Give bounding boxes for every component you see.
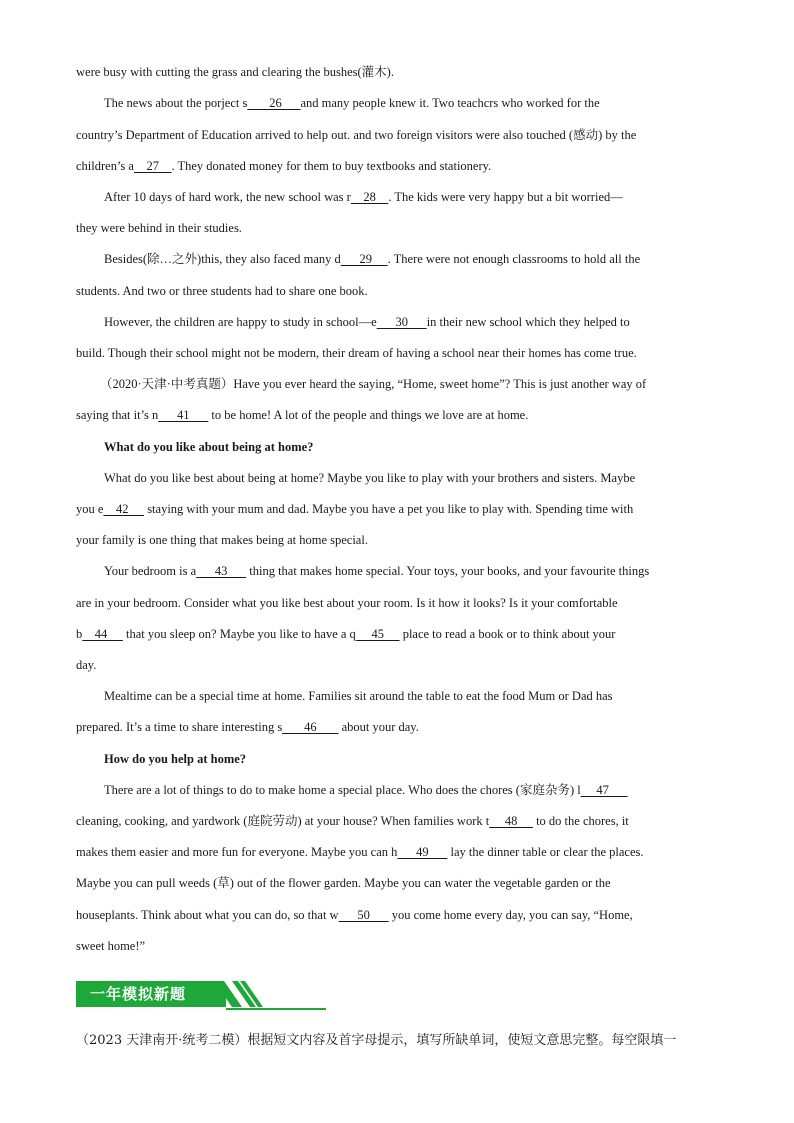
text-line: sweet home!” (76, 939, 146, 953)
text-line: your family is one thing that makes being at home special. (76, 533, 368, 547)
answer-blank-30: 30 (376, 315, 427, 329)
text-line: b 44 that you sleep on? Maybe you like to have a q 45 place to read a book or to think about your (76, 627, 616, 641)
section-banner (76, 977, 326, 1011)
answer-blank-41: 41 (158, 408, 209, 422)
text-line: What do you like best about being at home? Maybe you like to play with your brothers and sisters. Maybe (104, 471, 636, 485)
section-heading: What do you like about being at home? (104, 440, 314, 454)
text-line: There are a lot of things to do to make home a special place. Who does the chores (家庭杂务) l 47 (104, 783, 628, 797)
text-line: The news about the porject s 26 and many people knew it. Two teachcrs who worked for the (104, 96, 600, 110)
text-line: prepared. It’s a time to share interesting s 46 about your day. (76, 720, 419, 734)
text-line: houseplants. Think about what you can do, so that w 50 you come home every day, you can say, “Home, (76, 908, 633, 922)
answer-blank-45: 45 (355, 627, 400, 641)
answer-blank-27: 27 (133, 159, 172, 173)
answer-blank-26: 26 (247, 96, 301, 110)
answer-blank-28: 28 (350, 190, 389, 204)
answer-blank-44: 44 (82, 627, 123, 641)
text-line: Maybe you can pull weeds (草) out of the flower garden. Maybe you can water the vegetable garden or the (76, 876, 611, 890)
text-line: After 10 days of hard work, the new school was r 28 . The kids were very happy but a bit worried— (104, 190, 623, 204)
text-line: build. Though their school might not be modern, their dream of having a school near their homes has come true. (76, 346, 637, 360)
text-line: day. (76, 658, 97, 672)
text-line: makes them easier and more fun for everyone. Maybe you can h 49 lay the dinner table or clear the places. (76, 845, 644, 859)
text-line: children’s a 27 . They donated money for them to buy textbooks and stationery. (76, 159, 492, 173)
banner-underline (226, 1008, 326, 1010)
text-line: country’s Department of Education arrived to help out. and two foreign visitors were also touched (感动) by the (76, 128, 637, 142)
text-line: （2020·天津·中考真题）Have you ever heard the saying, “Home, sweet home”? This is just another way of (100, 377, 647, 391)
answer-blank-46: 46 (282, 720, 339, 734)
section-heading: How do you help at home? (104, 752, 247, 766)
text-line: were busy with cutting the grass and clearing the bushes(灌木). (76, 65, 394, 79)
banner-title: 一年模拟新题 (90, 985, 187, 1003)
text-line: Besides(除…之外)this, they also faced many d 29 . There were not enough classrooms to hold all the (104, 252, 641, 266)
text-line: saying that it’s n 41 to be home! A lot of the people and things we love are at home. (76, 408, 529, 422)
text-line: students. And two or three students had to share one book. (76, 284, 368, 298)
text-line: are in your bedroom. Consider what you like best about your room. Is it how it looks? Is it your comfortable (76, 596, 618, 610)
text-line: Mealtime can be a special time at home. Families sit around the table to eat the food Mum or Dad has (104, 689, 613, 703)
text-line: cleaning, cooking, and yardwork (庭院劳动) at your house? When families work t 48 to do the chores, it (76, 814, 629, 828)
banner-stripes-icon (214, 977, 264, 1011)
text-line: they were behind in their studies. (76, 221, 242, 235)
text-line: However, the children are happy to study in school—e 30 in their new school which they helped to (104, 315, 630, 329)
answer-blank-50: 50 (338, 908, 389, 922)
answer-blank-29: 29 (340, 252, 388, 266)
answer-blank-48: 48 (489, 814, 533, 828)
question-instruction: （2023 天津南开·统考二模）根据短文内容及首字母提示，填写所缺单词，使短文意思完整。每空限填一 (76, 1033, 677, 1048)
text-line: you e 42 staying with your mum and dad. Maybe you have a pet you like to play with. Spending time with (76, 502, 634, 516)
text-line: Your bedroom is a 43 thing that makes home special. Your toys, your books, and your favourite things (104, 564, 650, 578)
answer-blank-43: 43 (196, 564, 247, 578)
answer-blank-47: 47 (580, 783, 628, 797)
answer-blank-42: 42 (103, 502, 145, 516)
answer-blank-49: 49 (397, 845, 448, 859)
